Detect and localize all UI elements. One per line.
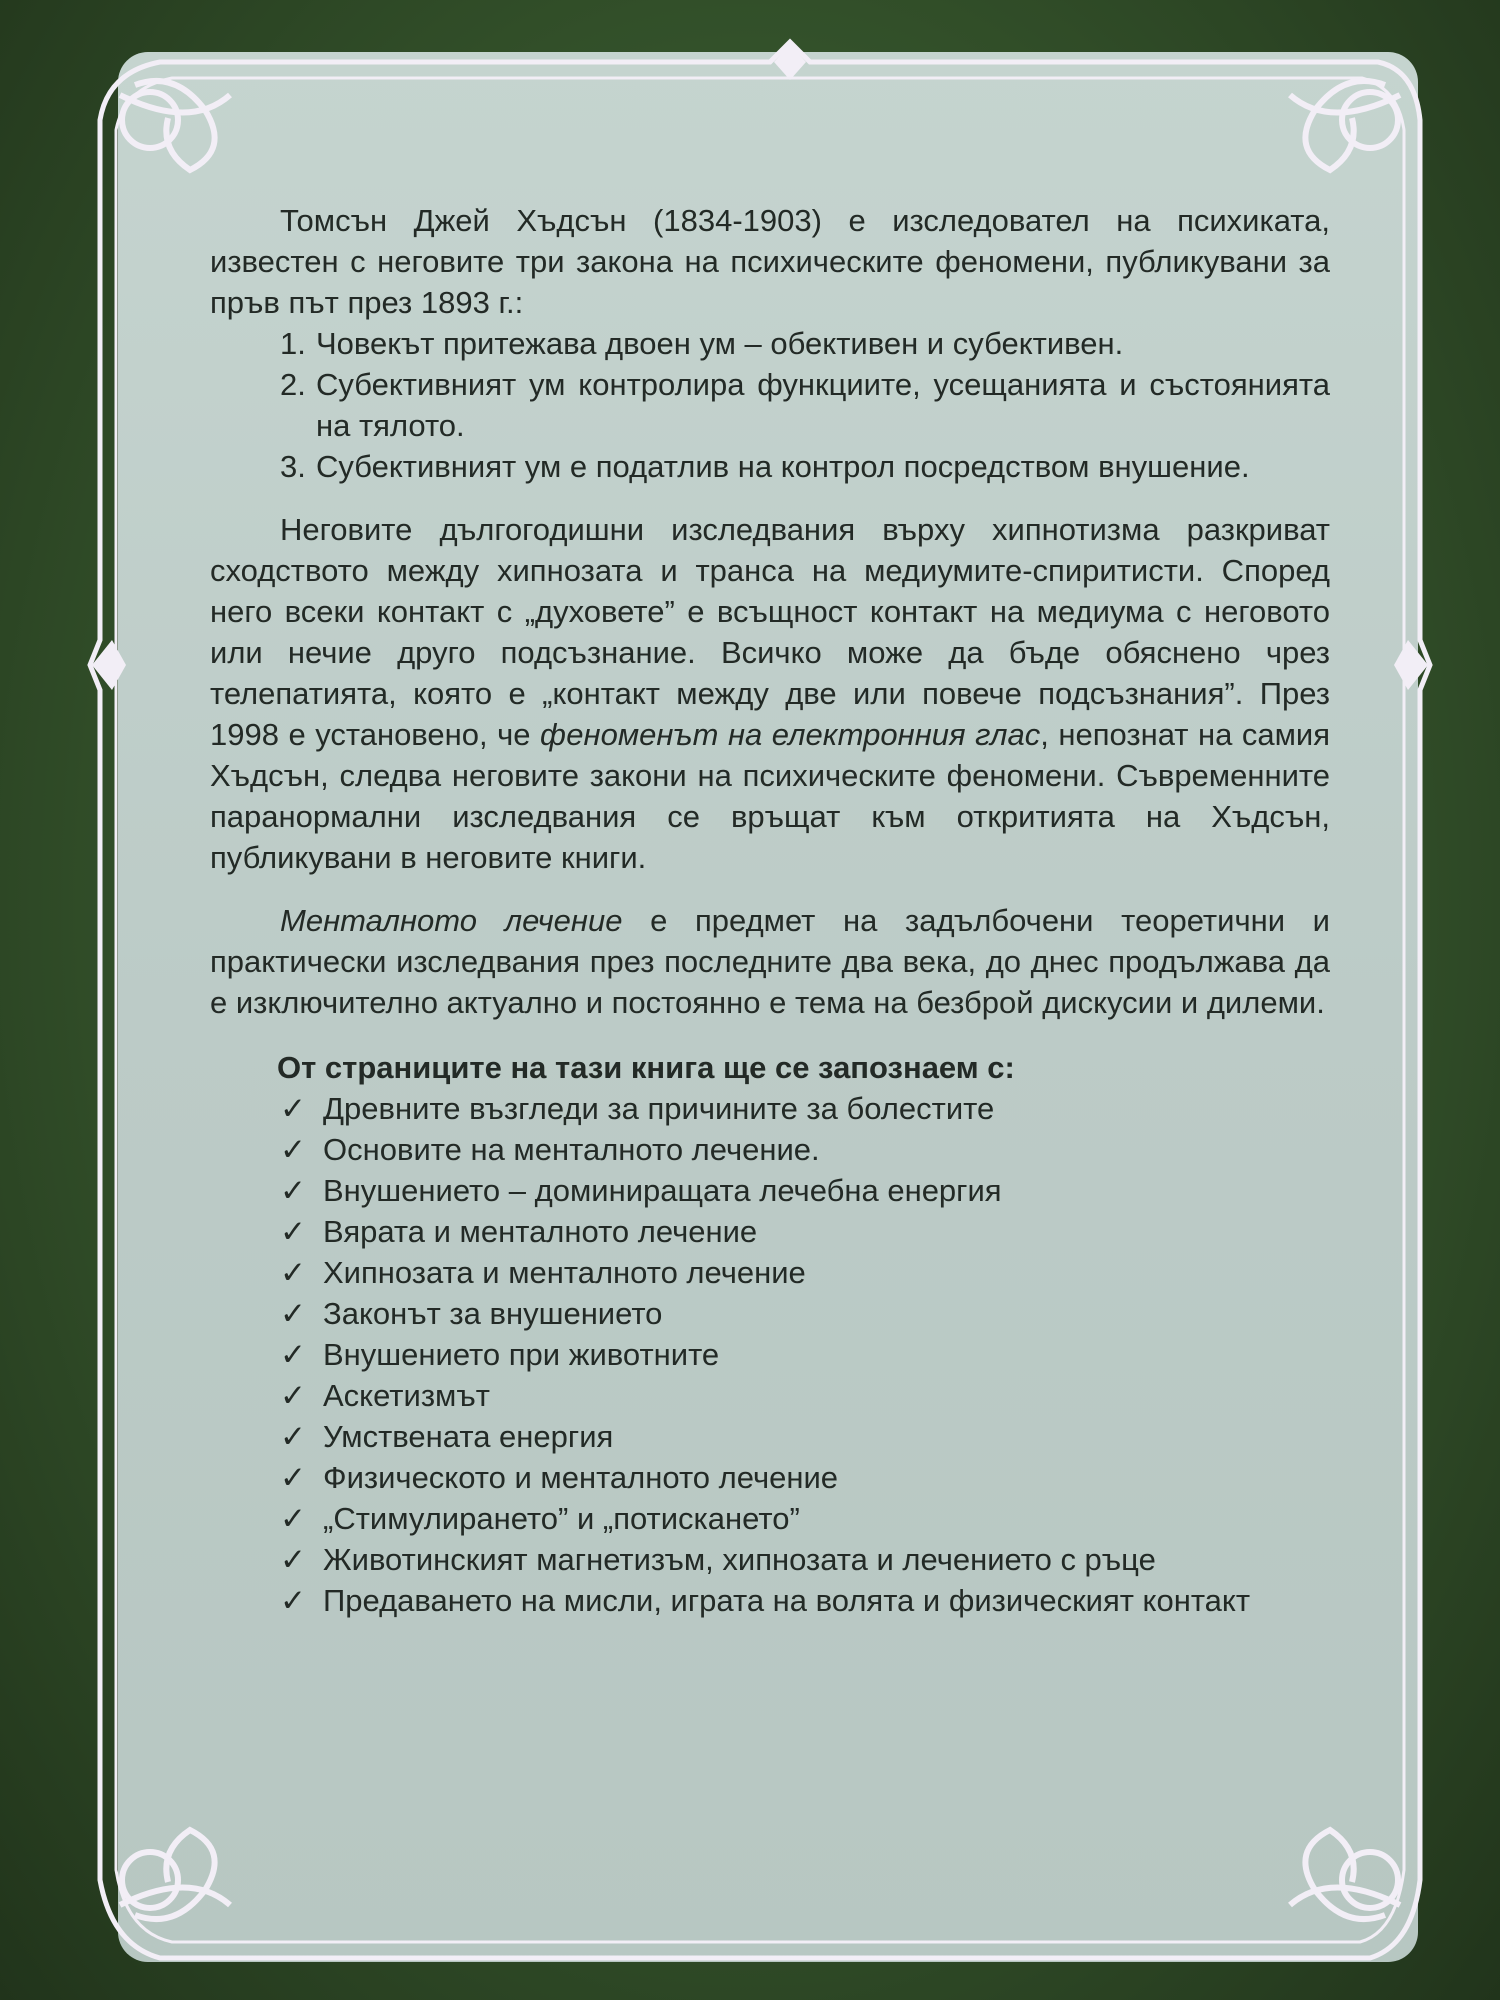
mental-healing-paragraph [210, 900, 1330, 1023]
topic-item [210, 1334, 1330, 1375]
check-icon: ✓ [280, 1091, 306, 1126]
topic-text: Предаването на мисли, играта на волята и физическият контакт [323, 1583, 1251, 1618]
topic-text: Законът за внушението [323, 1296, 663, 1331]
topic-text: Аскетизмът [323, 1378, 490, 1413]
topic-text: Древните възгледи за причините за болестите [323, 1091, 995, 1126]
topic-text: „Стимулирането” и „потискането” [323, 1501, 800, 1536]
topics-heading: От страниците на тази книга ще се запознаем с: [277, 1050, 1015, 1085]
intro-paragraph: Томсън Джей Хъдсън (1834-1903) е изследовател на психиката, известен с неговите три закона на психическите феномени, публикувани за пръв път през 1893 г.: [210, 203, 1330, 320]
law-number: 1. [280, 326, 306, 361]
research-text-part1: Неговите дългогодишни изследвания върху хипнотизма разкриват сходството между хипнозата и транса на медиумите-спиритисти. Според него всеки контакт с „духовете” е всъщност контакт на медиума с неговото или нечие друго подсъзнание. Всичко може да бъде обяснено чрез телепатията, която е „контакт между две или повече подсъзнания”. През 1998 е установено, че [210, 512, 1330, 752]
topic-text: Хипнозата и менталното лечение [323, 1255, 806, 1290]
topic-text: Внушението при животните [323, 1337, 720, 1372]
topic-text: Умствената енергия [323, 1419, 614, 1454]
topics-list [210, 1088, 1330, 1621]
topic-item [210, 1129, 1330, 1170]
topic-text: Животинският магнетизъм, хипнозата и лечението с ръце [323, 1542, 1156, 1577]
mental-healing-term: Менталното лечение [280, 903, 623, 938]
topic-text: Физическото и менталното лечение [323, 1460, 839, 1495]
check-icon: ✓ [280, 1214, 306, 1249]
topic-item [210, 1293, 1330, 1334]
check-icon: ✓ [280, 1583, 306, 1618]
law-item [210, 323, 1330, 364]
check-icon: ✓ [280, 1542, 306, 1577]
research-text-part2: , непознат на самия Хъдсън, следва неговите закони на психическите феномени. Съвременните паранормални изследвания се връщат към откритията на Хъдсън, публикувани в неговите книги. [210, 717, 1330, 875]
topic-item [210, 1170, 1330, 1211]
check-icon: ✓ [280, 1419, 306, 1454]
law-number: 2. [280, 367, 306, 402]
topic-text: Внушението – доминиращата лечебна енергия [323, 1173, 1002, 1208]
laws-list [210, 323, 1330, 487]
topic-text: Вярата и менталното лечение [323, 1214, 758, 1249]
mental-healing-text: е предмет на задълбочени теоретични и практически изследвания през последните два века, до днес продължава да е изключително актуално и постоянно е тема на безброй дискусии и дилеми. [210, 903, 1330, 1020]
law-text: Субективният ум контролира функциите, усещанията и състоянията на тялото. [316, 367, 1330, 443]
topic-item [210, 1539, 1330, 1580]
topic-item [210, 1375, 1330, 1416]
law-item [210, 364, 1330, 446]
topic-item [210, 1457, 1330, 1498]
check-icon: ✓ [280, 1296, 306, 1331]
check-icon: ✓ [280, 1460, 306, 1495]
topic-item [210, 1252, 1330, 1293]
research-italic-term: феноменът на електронния глас [540, 717, 1041, 752]
topic-item [210, 1211, 1330, 1252]
law-item [210, 446, 1330, 487]
check-icon: ✓ [280, 1173, 306, 1208]
check-icon: ✓ [280, 1132, 306, 1167]
research-paragraph [210, 509, 1330, 878]
law-text: Човекът притежава двоен ум – обективен и субективен. [316, 326, 1124, 361]
law-text: Субективният ум е податлив на контрол посредством внушение. [316, 449, 1250, 484]
check-icon: ✓ [280, 1255, 306, 1290]
topic-item [210, 1088, 1330, 1129]
book-description [210, 200, 1330, 1621]
topic-item [210, 1498, 1330, 1539]
topic-text: Основите на менталното лечение. [323, 1132, 820, 1167]
check-icon: ✓ [280, 1337, 306, 1372]
check-icon: ✓ [280, 1501, 306, 1536]
topic-item [210, 1416, 1330, 1457]
topic-item [210, 1580, 1330, 1621]
check-icon: ✓ [280, 1378, 306, 1413]
law-number: 3. [280, 449, 306, 484]
